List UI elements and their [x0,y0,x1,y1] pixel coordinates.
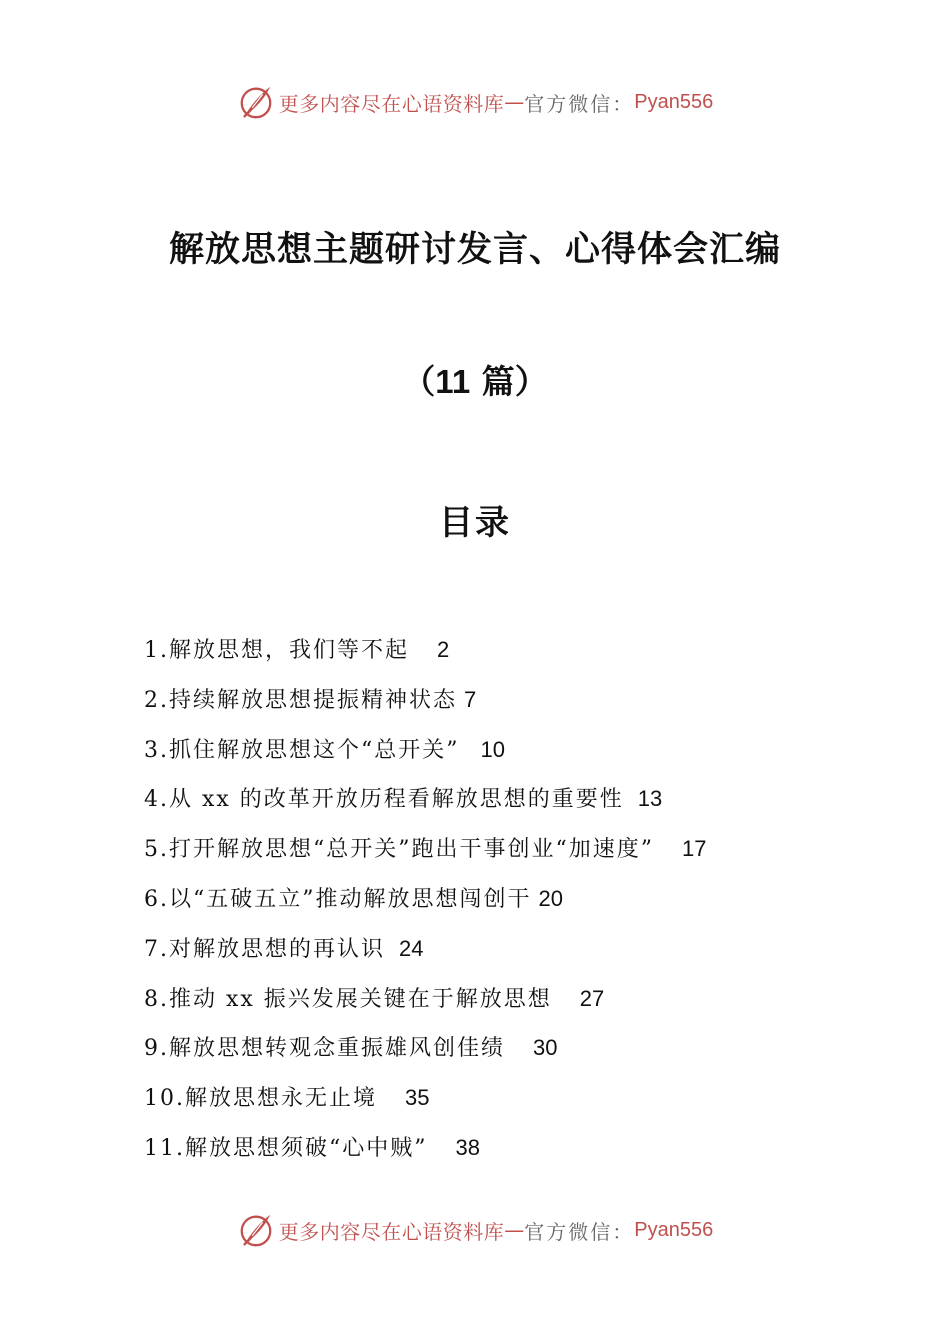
header-watermark [0,82,950,122]
toc-item-title: 7.对解放思想的再认识 [144,936,385,962]
watermark-brand-text: 更多内容尽在心语资料库 [278,91,505,116]
watermark-wechat-id: Pyan556 [634,90,714,113]
toc-item-page: 17 [681,836,707,862]
toc-item-title: 5.打开解放思想“总开关”跑出干事创业“加速度” [144,837,654,863]
toc-item-title: 3.抓住解放思想这个“总开关” [144,737,460,763]
toc-item-title: 6.以“五破五立”推动解放思想闯创干 [144,886,532,912]
toc-item[interactable] [144,827,864,877]
toc-item-title: 9.解放思想转观念重振雄风创佳绩 [144,1036,505,1062]
table-of-contents [144,628,864,1176]
watermark-label: 官方微信： [524,1219,635,1244]
watermark-dash: — [504,1218,525,1242]
footer-watermark [0,1210,950,1250]
toc-item-title: 2.持续解放思想提振精神状态 [144,687,457,713]
toc-item-gap [624,787,638,812]
toc-item-gap [457,688,464,713]
toc-item-page: 35 [404,1085,430,1111]
quill-pen-logo-icon [237,83,275,121]
toc-item[interactable] [144,728,864,778]
toc-item-title: 8.推动 xx 振兴发展关键在于解放思想 [144,986,552,1012]
toc-item-gap [385,937,399,962]
toc-item-page: 30 [532,1035,558,1061]
toc-item[interactable] [144,777,864,827]
toc-item[interactable] [144,1076,864,1126]
toc-item-title: 11.解放思想须破“心中贼” [144,1135,428,1161]
toc-item[interactable] [144,927,864,977]
watermark-dash: — [504,90,525,114]
toc-item-gap [460,738,481,763]
watermark-wechat-id: Pyan556 [634,1218,714,1241]
watermark-brand-text: 更多内容尽在心语资料库 [278,1219,505,1244]
toc-item[interactable] [144,1126,864,1176]
toc-item-gap [532,887,539,912]
toc-heading: 目录 [439,503,511,543]
subtitle-open-paren: （ [402,362,436,401]
toc-item[interactable] [144,678,864,728]
toc-item-title: 1.解放思想，我们等不起 [144,638,409,663]
subtitle-close-paren: ） [514,362,548,401]
toc-item[interactable] [144,877,864,927]
toc-item-page: 2 [436,637,450,662]
toc-item-page: 13 [637,786,663,812]
toc-item-gap [377,1086,405,1111]
toc-item-page: 10 [480,736,505,762]
toc-item-page: 27 [579,985,605,1011]
watermark-label: 官方微信： [524,91,635,116]
toc-item-gap [552,987,580,1012]
document-subtitle [0,356,950,403]
quill-pen-logo-icon [237,1211,275,1249]
toc-item-title: 4.从 xx 的改革开放历程看解放思想的重要性 [144,787,624,813]
toc-item[interactable] [144,628,864,678]
toc-item-page: 7 [464,686,477,712]
subtitle-count: 11 [435,363,471,400]
toc-item-gap [409,638,437,663]
subtitle-unit: 篇 [470,362,515,401]
toc-item-title: 10.解放思想永无止境 [144,1086,377,1112]
toc-item[interactable] [144,977,864,1027]
toc-item-gap [654,837,682,862]
toc-item-page: 20 [538,885,563,911]
document-title: 解放思想主题研讨发言、心得体会汇编 [168,229,781,270]
toc-item[interactable] [144,1026,864,1076]
toc-item-page: 38 [455,1134,480,1160]
toc-item-page: 24 [399,935,424,961]
toc-item-gap [505,1036,533,1061]
toc-item-gap [427,1136,455,1161]
